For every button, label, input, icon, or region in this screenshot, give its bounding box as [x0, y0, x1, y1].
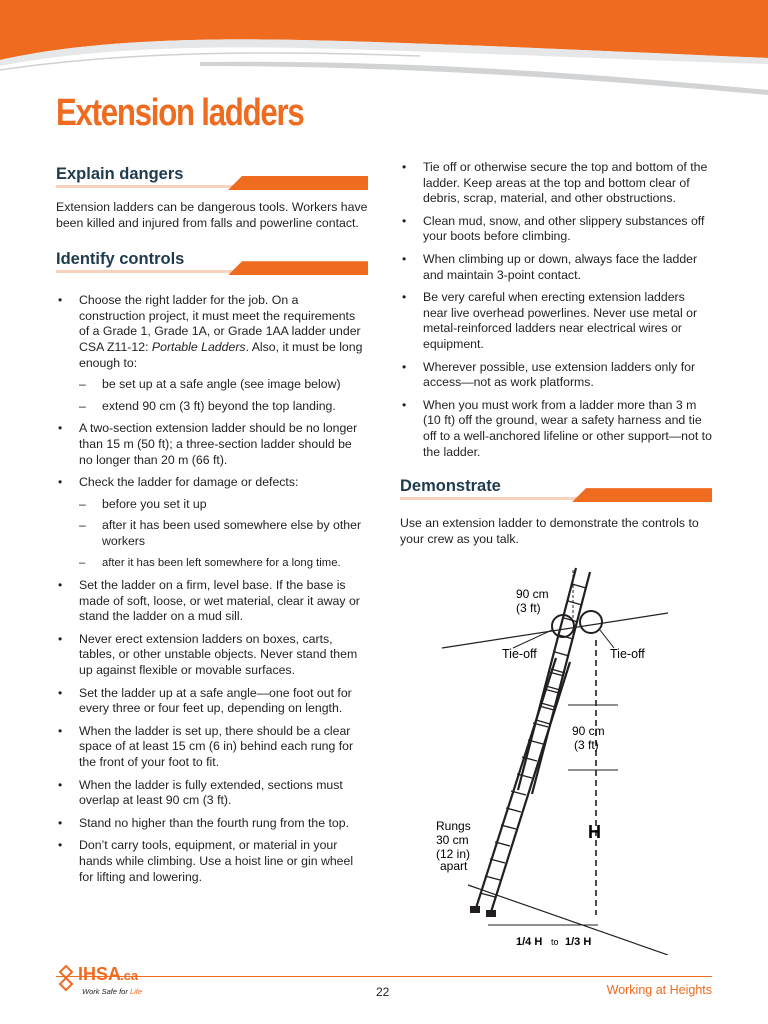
demonstrate-text: Use an extension ladder to demonstrate the controls to your crew as you talk. — [400, 516, 699, 546]
explain-dangers-text: Extension ladders can be dangerous tools. Workers have been killed and injured from falls and powerline contact. — [56, 200, 368, 230]
list-item: • When you must work from a ladder more than 3 m (10 ft) off the ground, wear a safety harness and tie off to a well-anchored lifeline or other support—not to the ladder. — [400, 398, 712, 460]
list-item: • Wherever possible, use extension ladders only for access—not as work platforms. — [400, 360, 712, 391]
ihsa-logo — [56, 960, 186, 1000]
tieoff-left-label: Tie-off — [502, 647, 537, 661]
list-item: • Stand no higher than the fourth rung from the top. — [56, 816, 368, 832]
svg-text:Work Safe for Life — [82, 987, 142, 996]
sub-list-item: – after it has been used somewhere else by other workers — [79, 518, 368, 549]
rungs-label-4: apart — [440, 859, 468, 873]
list-item: • When the ladder is set up, there should be a clear space of at least 15 cm (6 in) behind each rung for the front of your foot to fit. — [56, 724, 368, 771]
page-number: 22 — [376, 985, 390, 999]
sub-list-item: – after it has been left somewhere for a long time. — [79, 556, 368, 572]
identify-controls-list — [56, 293, 368, 885]
top-banner — [0, 0, 768, 95]
list-item: • A two-section extension ladder should be no longer than 15 m (50 ft); a three-section ladder should be no longer than 20 m (66 ft). — [56, 421, 368, 468]
rungs-label-1: Rungs — [436, 819, 471, 833]
height-label: H — [588, 822, 601, 842]
sub-list-item: – extend 90 cm (3 ft) beyond the top landing. — [79, 399, 368, 415]
base-label-to: to — [551, 937, 559, 947]
list-item: • When climbing up or down, always face the ladder and maintain 3-point contact. — [400, 252, 712, 283]
list-item: • When the ladder is fully extended, sections must overlap at least 90 cm (3 ft). — [56, 778, 368, 809]
overlap-label-2: (3 ft) — [574, 738, 599, 752]
rungs-label-3: (12 in) — [436, 847, 471, 861]
list-item: • Never erect extension ladders on boxes, carts, tables, or other unstable objects. Never stand them up against flexible or movable surfaces. — [56, 632, 368, 679]
demonstrate-heading — [400, 472, 712, 502]
identify-controls-heading — [56, 245, 368, 275]
top-extension-label-2: (3 ft) — [516, 601, 541, 615]
logo-suffix: .ca — [120, 968, 139, 983]
ladder-diagram — [428, 560, 668, 955]
standard-title: Portable Ladders — [151, 339, 246, 354]
logo-tagline-b: Life — [129, 987, 143, 996]
sub-list — [79, 497, 368, 571]
page-title: Extension ladders — [56, 92, 304, 134]
right-list — [400, 160, 712, 460]
footer-section-title: Working at Heights — [606, 983, 712, 997]
list-item: • Check the ladder for damage or defects: – before you set it up – after it has been used somewhere else by other workers – after it has been left somewhere for a long time. — [56, 475, 368, 571]
explain-dangers-label: Explain dangers — [56, 165, 191, 184]
base-label-b: 1/3 H — [565, 936, 592, 948]
logo-tagline-a: Work Safe for — [82, 987, 130, 996]
base-label-a: 1/4 H — [516, 936, 543, 948]
explain-dangers-heading — [56, 160, 368, 190]
rungs-label-2: 30 cm — [436, 833, 469, 847]
top-extension-label-1: 90 cm — [516, 587, 549, 601]
list-item: • Set the ladder up at a safe angle—one foot out for every three or four feet up, depending on length. — [56, 686, 368, 717]
sub-list-item: – be set up at a safe angle (see image below) — [79, 377, 368, 393]
right-column — [400, 160, 712, 561]
demonstrate-label: Demonstrate — [400, 477, 509, 496]
list-item: • Don’t carry tools, equipment, or material in your hands while climbing. Use a hoist line or gin wheel for lifting and lowering. — [56, 838, 368, 885]
list-item: • Set the ladder on a firm, level base. If the base is made of soft, loose, or wet material, clear it away or stand the ladder on a mud sill. — [56, 578, 368, 625]
sub-list-item: – before you set it up — [79, 497, 368, 513]
logo-text: IHSA — [78, 964, 122, 984]
tieoff-right-label: Tie-off — [610, 647, 645, 661]
list-item: • Tie off or otherwise secure the top and bottom of the ladder. Keep areas at the top and bottom clear of debris, scrap, material, and other obstructions. — [400, 160, 712, 207]
list-item: • Clean mud, snow, and other slippery substances off your boots before climbing. — [400, 214, 712, 245]
overlap-label-1: 90 cm — [572, 724, 605, 738]
sub-list — [79, 377, 368, 414]
identify-controls-label: Identify controls — [56, 250, 192, 269]
list-item: • Be very careful when erecting extension ladders near live overhead powerlines. Never use metal or metal-reinforced ladders near electrical wires or equipment. — [400, 290, 712, 352]
list-item: • Choose the right ladder for the job. On a construction project, it must meet the requirements of a Grade 1, Grade 1A, or Grade 1AA ladder under CSA Z11-12: Portable Ladders. Also, it must be long enough to: – be set up at a safe angle (see image below) – extend 90 cm (3 ft) beyond the top landing. — [56, 293, 368, 414]
left-column — [56, 160, 368, 892]
